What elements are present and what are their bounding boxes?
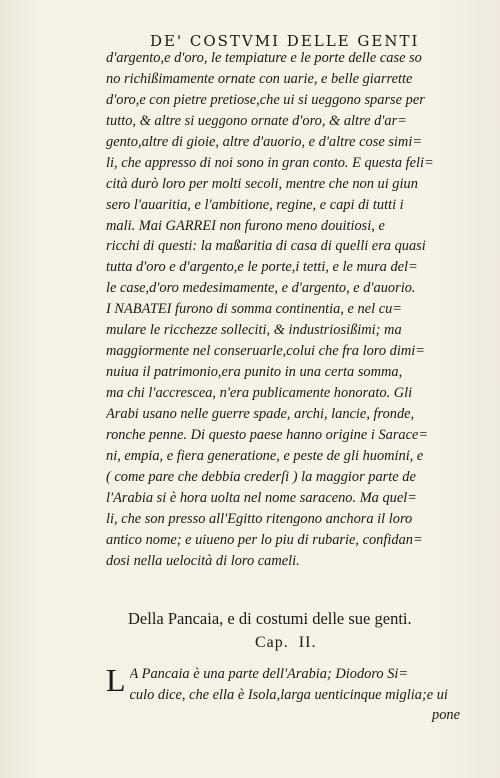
- text-line: ronche penne. Di questo paese hanno origine i Saracе=: [106, 426, 429, 443]
- running-head: DE' COSTVMI DELLE GENTI: [150, 32, 420, 50]
- text-line: cità durò loro per molti secoli, mentre che non ui giun: [106, 175, 418, 192]
- text-line: sero l'auaritia, e l'ambitione, regine, e capi di tutti i: [106, 196, 404, 213]
- drop-initial: L: [106, 662, 126, 698]
- text-line: antico nome; e uiueno per lo piu di rubarie, confidan=: [106, 531, 423, 548]
- text-line: Arabi usano nelle guerre spade, archi, lancie, fronde,: [106, 405, 415, 422]
- text-line: no richißimamente ornate con uarie, e belle giarrette: [106, 70, 413, 87]
- text-line: l'Arabia si è hora uolta nel nome saraceno. Ma quel=: [106, 489, 417, 506]
- text-line: li, che appresso di noi sono in gran conto. E questa feli=: [106, 154, 434, 171]
- text-line: ricchi di questi: la maßaritia di casa di quelli era quasi: [106, 238, 426, 255]
- text-line: mali. Mai GARREI non furono meno douitiosi, e: [106, 217, 385, 234]
- text-line: tutto, & altre si ueggono ornate d'oro, & altre d'ar=: [106, 112, 407, 129]
- text-line: li, che son presso all'Egitto ritengono anchora il loro: [106, 510, 413, 527]
- text-line: A Pancaia è una parte dell'Arabia; Diodoro Si=: [129, 666, 409, 682]
- text-line: d'argento,e d'oro, le tempiature e le porte delle case so: [106, 50, 422, 66]
- chapter-number: [255, 634, 316, 652]
- cap-roman-numeral: II.: [298, 634, 317, 651]
- text-line: nuiua il patrimonio,era punito in una certa somma,: [106, 364, 403, 381]
- text-line: I NABATEI furono di somma continentia, e nel cu=: [106, 301, 403, 318]
- chapter-title: Della Pancaia, e di costumi delle sue genti.: [128, 609, 412, 628]
- text-line: tutta d'oro e d'argento,e le porte,i tetti, e le mura del=: [106, 259, 418, 276]
- text-line: ma chi l'accresceа, n'era publicamente honorato. Gli: [106, 385, 413, 401]
- text-line: ni, empia, e fiera generatione, e peste de gli huomini, e: [106, 447, 424, 464]
- text-line: d'oro,e con pietre pretiose,che ui si ueggono sparse per: [106, 91, 425, 108]
- text-line: culo dice, che ella è Isola,larga uenticinque miglia;e ui: [129, 687, 448, 703]
- chapter-opening: [106, 664, 472, 706]
- text-line: mulare le ricchezze solleciti, & industriosißimi; ma: [106, 322, 402, 339]
- text-line: dosi nella uelocità di loro cameli.: [106, 552, 300, 569]
- text-line: ( come pare che debbia crederſi ) la maggior parte de: [106, 468, 416, 485]
- catchword: pone: [432, 707, 460, 723]
- text-line: le case,d'oro medesimamente, e d'argento, e d'auorio.: [106, 280, 416, 297]
- text-line: maggiormente nel conseruarle,colui che fra loro dimi=: [106, 343, 425, 360]
- text-line: gento,altre di gioie, altre d'auorio, e d'altre cose simi=: [106, 133, 423, 150]
- cap-label: Cap.: [255, 634, 289, 651]
- body-text: [106, 48, 472, 571]
